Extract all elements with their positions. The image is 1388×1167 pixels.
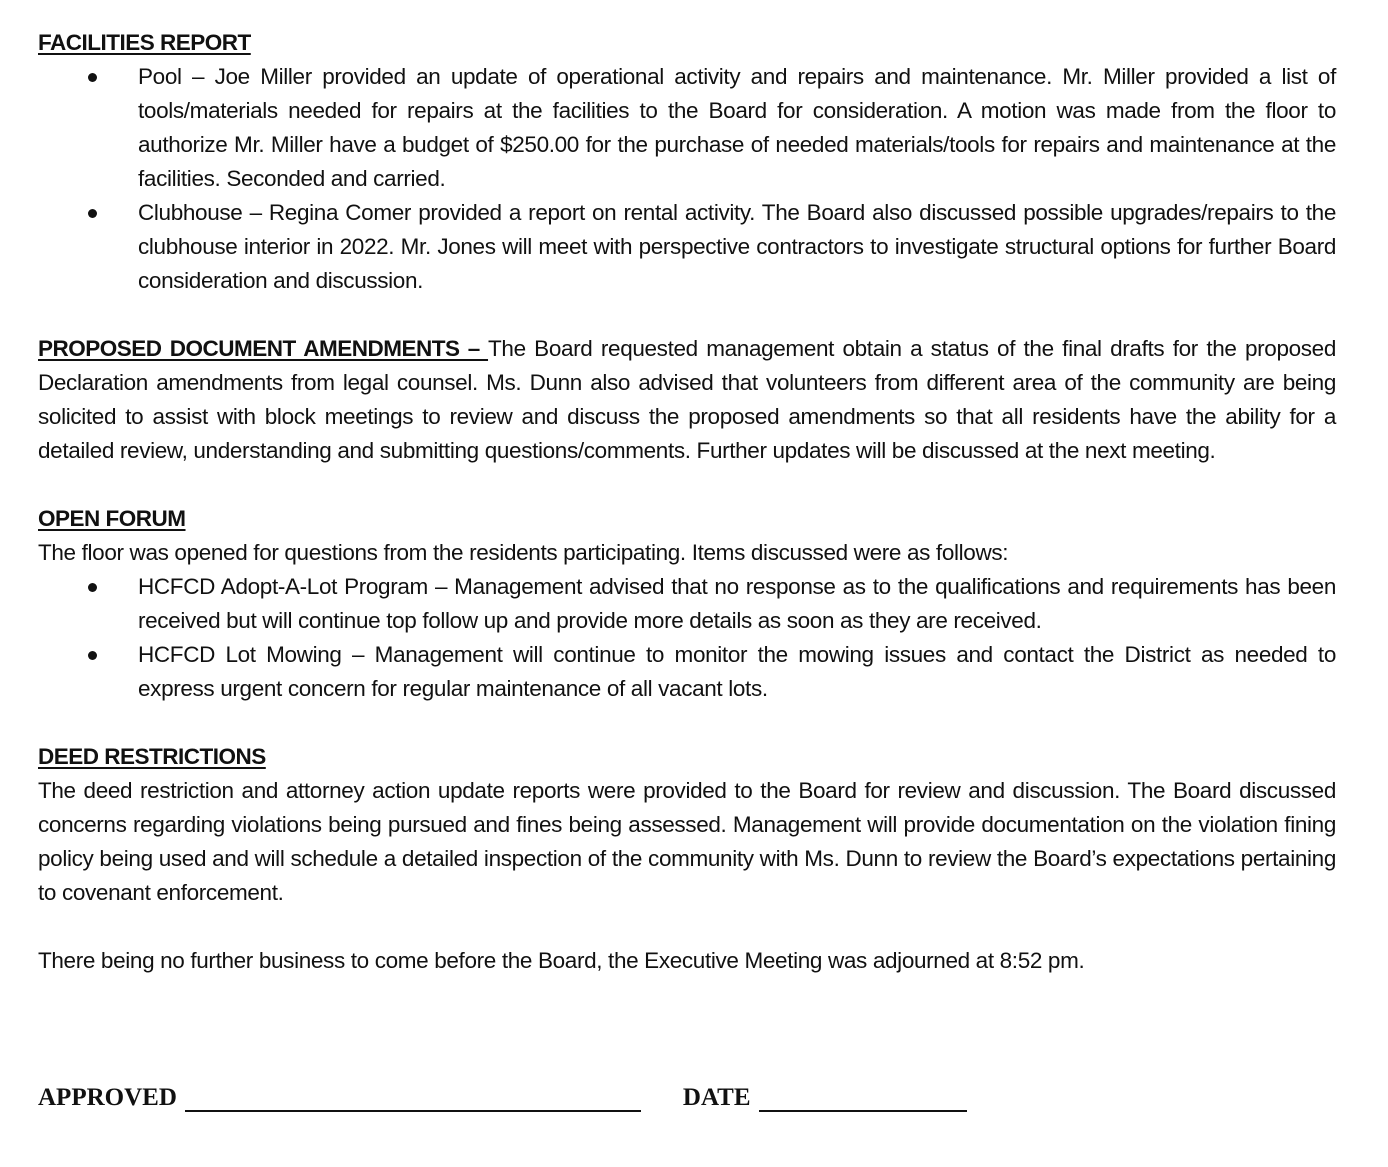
date-label: DATE xyxy=(682,1084,751,1111)
open-forum-heading: OPEN FORUM xyxy=(38,506,186,531)
deed-restrictions-section xyxy=(38,740,1336,910)
signature-block xyxy=(38,1080,967,1112)
closing-statement: There being no further business to come before the Board, the Executive Meeting was adjourned at 8:52 pm. xyxy=(38,948,1085,973)
facilities-report-section xyxy=(38,26,1336,298)
approved-label: APPROVED xyxy=(38,1084,177,1111)
amendments-body: The Board requested management obtain a status of the final drafts for the proposed Declaration amendments from legal counsel. Ms. Dunn also advised that volunteers from different area of the community are being solicited to assist with block meetings to review and discuss the proposed amendments so that all residents have the ability for a detailed review, understanding and submitting questions/comments. Further updates will be discussed at the next meeting. xyxy=(38,336,1336,463)
open-forum-section xyxy=(38,502,1336,706)
lot-mowing-text: HCFCD Lot Mowing – Management will continue to monitor the mowing issues and contact the District as needed to express urgent concern for regular maintenance of all vacant lots. xyxy=(138,642,1336,701)
open-forum-bullet-list xyxy=(38,570,1336,706)
facilities-bullet-list xyxy=(38,60,1336,298)
bullet-icon xyxy=(88,651,97,660)
deed-restrictions-heading: DEED RESTRICTIONS xyxy=(38,744,266,769)
amendments-section xyxy=(38,332,1336,468)
list-item xyxy=(38,196,1336,298)
amendments-paragraph xyxy=(38,332,1336,468)
approved-signature-line[interactable] xyxy=(185,1080,641,1112)
deed-restrictions-body: The deed restriction and attorney action update reports were provided to the Board for review and discussion. The Board discussed concerns regarding violations being pursued and fines being assessed. Management will provide documentation on the violation fining policy being used and will schedule a detailed inspection of the community with Ms. Dunn to review the Board’s expectations pertaining to covenant enforcement. xyxy=(38,778,1336,905)
bullet-icon xyxy=(88,209,97,218)
bullet-icon xyxy=(88,583,97,592)
list-item xyxy=(38,570,1336,638)
date-signature-line[interactable] xyxy=(759,1080,967,1112)
clubhouse-report-text: Clubhouse – Regina Comer provided a report on rental activity. The Board also discussed possible upgrades/repairs to the clubhouse interior in 2022. Mr. Jones will meet with perspective contractors to investigate structural options for further Board consideration and discussion. xyxy=(138,200,1336,293)
list-item xyxy=(38,60,1336,196)
adopt-a-lot-text: HCFCD Adopt-A-Lot Program – Management advised that no response as to the qualifications and requirements has been received but will continue top follow up and provide more details as soon as they are received. xyxy=(138,574,1336,633)
document-page xyxy=(38,26,1336,978)
open-forum-intro: The floor was opened for questions from the residents participating. Items discussed were as follows: xyxy=(38,540,1009,565)
amendments-heading: PROPOSED DOCUMENT AMENDMENTS – xyxy=(38,336,489,361)
list-item xyxy=(38,638,1336,706)
facilities-report-heading: FACILITIES REPORT xyxy=(38,30,251,55)
pool-report-text: Pool – Joe Miller provided an update of operational activity and repairs and maintenance. Mr. Miller provided a list of tools/materials needed for repairs at the facilities to the Board for consideration. A motion was made from the floor to authorize Mr. Miller have a budget of $250.00 for the purchase of needed materials/tools for repairs and maintenance at the facilities. Seconded and carried. xyxy=(138,64,1336,191)
bullet-icon xyxy=(88,73,97,82)
